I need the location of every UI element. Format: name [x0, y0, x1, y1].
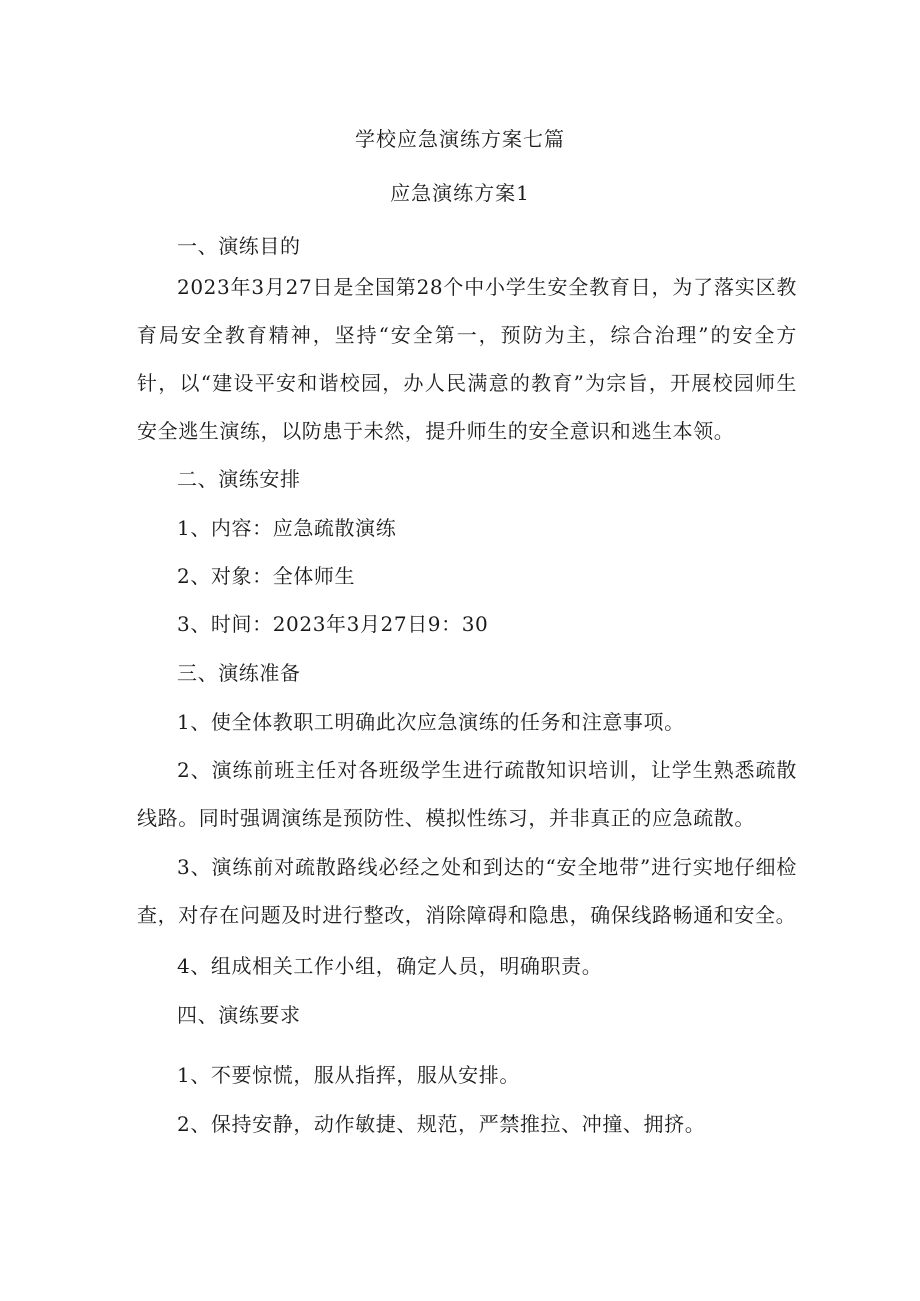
document-subtitle: 应急演练方案1 — [390, 181, 530, 205]
list-item-prep-1: 1、使全体教职工明确此次应急演练的任务和注意事项。 — [177, 710, 685, 734]
list-item-target: 2、对象：全体师生 — [177, 564, 356, 588]
list-item-content: 1、内容：应急疏散演练 — [177, 516, 397, 540]
section-heading-4: 四、演练要求 — [177, 1003, 301, 1027]
section-heading-3: 三、演练准备 — [177, 661, 301, 685]
section-heading-1: 一、演练目的 — [177, 234, 301, 258]
list-item-prep-4: 4、组成相关工作小组，确定人员，明确职责。 — [177, 954, 603, 978]
list-item-req-2: 2、保持安静，动作敏捷、规范，严禁推拉、冲撞、拥挤。 — [177, 1112, 706, 1136]
paragraph-purpose: 2023年3月27日是全国第28个中小学生安全教育日，为了落实区教育局安全教育精神，坚持“安全第一，预防为主，综合治理”的安全方针，以“建设平安和谐校园，办人民满意的教育”为宗旨，开展校园师生安全逃生演练，以防患于未然，提升师生的安全意识和逃生本领。 — [137, 275, 797, 443]
list-item-req-1: 1、不要惊慌，服从指挥，服从安排。 — [177, 1063, 520, 1087]
list-item-prep-3: 3、演练前对疏散路线必经之处和到达的“安全地带”进行实地仔细检查，对存在问题及时进行整改，消除障碍和隐患，确保线路畅通和安全。 — [137, 855, 797, 927]
section-heading-2: 二、演练安排 — [177, 467, 301, 491]
document-title: 学校应急演练方案七篇 — [355, 127, 565, 151]
list-item-prep-2: 2、演练前班主任对各班级学生进行疏散知识培训，让学生熟悉疏散线路。同时强调演练是预防性、模拟性练习，并非真正的应急疏散。 — [137, 758, 797, 830]
list-item-time: 3、时间：2023年3月27日9：30 — [177, 612, 489, 636]
